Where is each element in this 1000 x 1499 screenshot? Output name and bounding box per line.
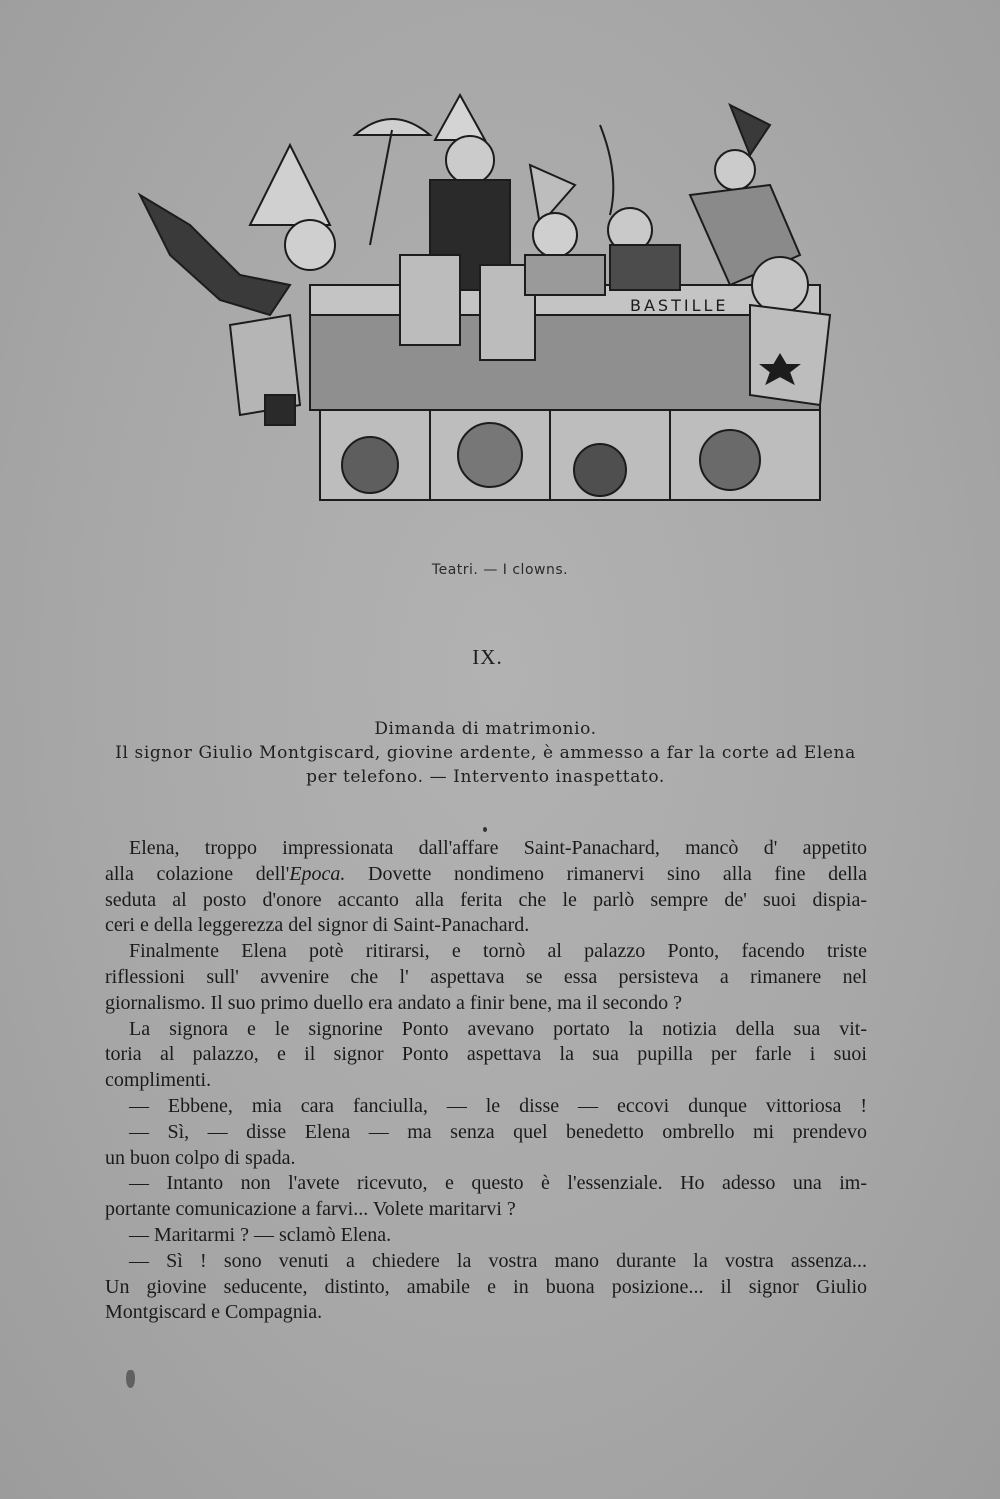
text-line: Finalmente Elena potè ritirarsi, e tornò al palazzo Ponto, facendo triste xyxy=(129,940,867,963)
text-line: portante comunicazione a farvi... Volete maritarvi ? xyxy=(105,1198,516,1221)
figure-caption: Teatri. — I clowns. xyxy=(431,562,569,578)
ornament-dot xyxy=(483,827,487,832)
text-line: — Maritarmi ? — sclamò Elena. xyxy=(129,1223,392,1246)
text-line: riflessioni sull' avvenire che l' aspettava se essa persisteva a rimanere nel xyxy=(105,965,867,988)
text-segment: Dovette nondimeno rimanervi sino alla fine della xyxy=(345,862,867,885)
text-line: toria al palazzo, e il signor Ponto aspettava la sua pupilla per farle i suoi xyxy=(105,1043,867,1066)
clowns-illustration xyxy=(130,85,840,555)
text-line: seduta al posto d'onore accanto alla ferita che le parlò sempre de' suoi dispia- xyxy=(105,888,867,911)
text-line: Montgiscard e Compagnia. xyxy=(105,1301,323,1324)
text-line: giornalismo. Il suo primo duello era andato a finir bene, ma il secondo ? xyxy=(105,991,683,1014)
body-text xyxy=(105,836,867,1326)
journal-title: Epoca. xyxy=(289,862,346,885)
text-line: — Intanto non l'avete ricevuto, e questo è l'essenziale. Ho adesso una im- xyxy=(129,1172,867,1195)
text-line: — Ebbene, mia cara fanciulla, — le disse — eccovi dunque vittoriosa ! xyxy=(129,1094,867,1117)
text-line: Un giovine seducente, distinto, amabile e in buona posizione... il signor Giulio xyxy=(105,1275,867,1298)
text-line xyxy=(105,862,867,888)
summary-line: Dimanda di matrimonio. xyxy=(374,719,597,739)
text-line: — Sì, — disse Elena — ma senza quel benedetto ombrello mi prendevo xyxy=(129,1120,867,1143)
text-line: Elena, troppo impressionata dall'affare Saint-Panachard, mancò d' appetito xyxy=(129,837,867,859)
text-line: La signora e le signorine Ponto avevano portato la notizia della sua vit- xyxy=(129,1017,867,1040)
summary-line: Il signor Giulio Montgiscard, giovine ardente, è ammesso a far la corte ad Elena xyxy=(115,743,856,763)
chapter-number: IX. xyxy=(472,645,503,669)
summary-line: per telefono. — Intervento inaspettato. xyxy=(306,767,665,787)
text-line: complimenti. xyxy=(105,1069,212,1092)
chapter-summary xyxy=(103,717,868,789)
text-line: un buon colpo di spada. xyxy=(105,1146,296,1169)
text-line: — Sì ! sono venuti a chiedere la vostra mano durante la vostra assenza... xyxy=(129,1249,867,1272)
bastille-sign: BASTILLE xyxy=(630,296,729,315)
text-line: ceri e della leggerezza del signor di Saint-Panachard. xyxy=(105,914,530,937)
ink-smudge xyxy=(126,1370,135,1388)
text-segment: alla colazione dell' xyxy=(105,862,290,885)
